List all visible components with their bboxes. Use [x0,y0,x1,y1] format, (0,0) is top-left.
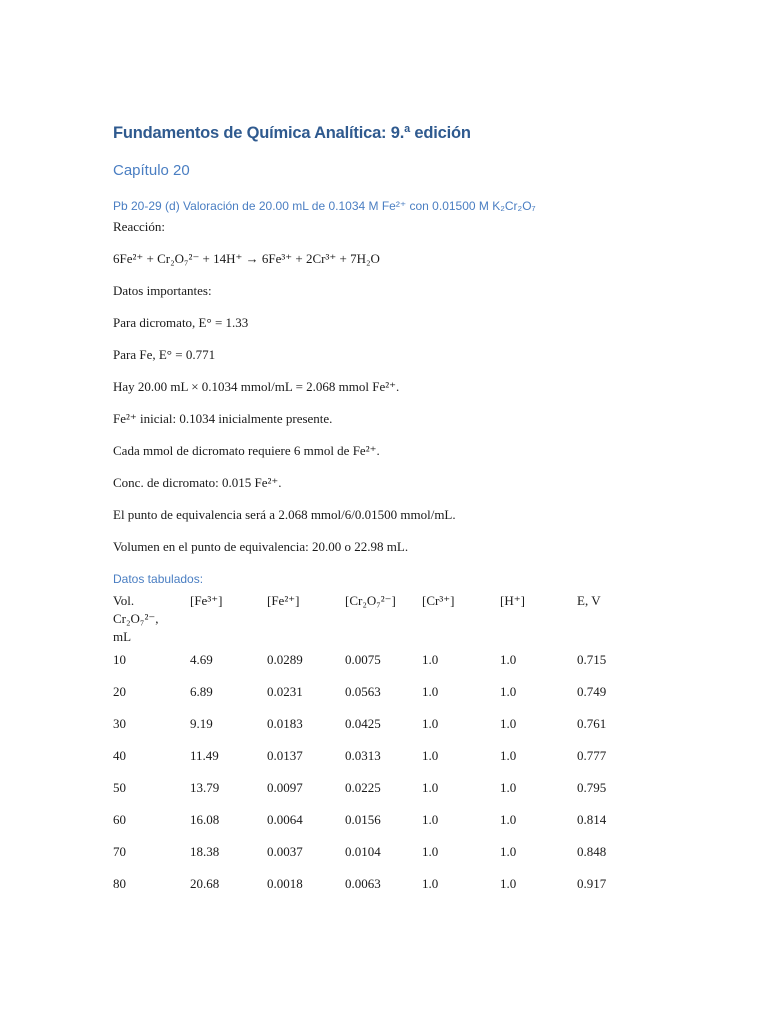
reaction-label: Reacción: [113,219,165,234]
iron-mmol-calc: Hay 20.00 mL × 0.1034 mmol/mL = 2.068 mmol Fe²⁺. [113,379,400,394]
dichromate-potential: Para dicromato, E° = 1.33 [113,315,249,330]
table-cell: 30 [113,716,126,731]
table-cell: 50 [113,780,126,795]
table-cell: 20 [113,684,126,699]
table-cell: 0.0104 [345,844,381,859]
equivalence-volume: Volumen en el punto de equivalencia: 20.00 o 22.98 mL. [113,539,409,554]
table-cell: 13.79 [190,780,220,795]
table-cell: 0.0156 [345,812,381,827]
table-cell: 1.0 [422,748,439,763]
table-row [113,650,633,682]
table-cell: 0.0018 [267,876,303,891]
table-cell: 1.0 [422,716,439,731]
table-cell: 0.0289 [267,652,303,667]
table-cell: 1.0 [422,780,439,795]
table-cell: 0.0231 [267,684,303,699]
table-cell: 0.0425 [345,716,381,731]
table-cell: 1.0 [500,876,517,891]
table-cell: 0.0063 [345,876,381,891]
header-fe2: [Fe²⁺] [267,593,300,608]
table-cell: 16.08 [190,812,220,827]
iron-initial: Fe²⁺ inicial: 0.1034 inicialmente presente. [113,411,333,426]
table-row [113,874,633,906]
table-cell: 18.38 [190,844,220,859]
table-cell: 4.69 [190,652,213,667]
important-data-label: Datos importantes: [113,283,212,298]
table-cell: 0.715 [577,652,607,667]
table-row [113,778,633,810]
table-cell: 1.0 [500,812,517,827]
table-cell: 1.0 [422,876,439,891]
stoichiometry-note: Cada mmol de dicromato requiere 6 mmol de Fe²⁺. [113,443,380,458]
table-cell: 1.0 [500,748,517,763]
header-fe3: [Fe³⁺] [190,593,223,608]
header-potential: E, V [577,593,601,608]
table-row [113,842,633,874]
table-cell: 10 [113,652,126,667]
table-cell: 0.0563 [345,684,381,699]
table-cell: 70 [113,844,126,859]
header-volume: Vol. Cr₂O₇²⁻, mL [113,593,159,644]
table-cell: 1.0 [422,684,439,699]
equivalence-point-calc: El punto de equivalencia será a 2.068 mmol/6/0.01500 mmol/mL. [113,507,456,522]
table-header [113,592,633,650]
tabulated-data-table [113,592,633,906]
table-cell: 0.0097 [267,780,303,795]
table-cell: 0.0064 [267,812,303,827]
table-body [113,650,633,906]
table-cell: 0.0313 [345,748,381,763]
table-cell: 20.68 [190,876,220,891]
table-cell: 0.0225 [345,780,381,795]
header-cr2o7: [Cr₂O₇²⁻] [345,593,396,608]
chapter-heading: Capítulo 20 [113,162,190,179]
dichromate-concentration: Conc. de dicromato: 0.015 Fe²⁺. [113,475,282,490]
table-cell: 1.0 [500,780,517,795]
header-h: [H⁺] [500,593,525,608]
reaction-equation: 6Fe²⁺ + Cr₂O₇²⁻ + 14H⁺ → 6Fe³⁺ + 2Cr³⁺ + 7H₂O [113,251,380,266]
table-cell: 1.0 [500,716,517,731]
table-cell: 0.795 [577,780,607,795]
table-cell: 40 [113,748,126,763]
table-cell: 60 [113,812,126,827]
table-cell: 0.749 [577,684,607,699]
table-row [113,810,633,842]
document-title: Fundamentos de Química Analítica: 9.ª edición [113,124,471,142]
table-cell: 0.917 [577,876,607,891]
table-cell: 1.0 [422,652,439,667]
tabulated-data-label: Datos tabulados: [113,572,204,586]
table-cell: 80 [113,876,126,891]
table-cell: 9.19 [190,716,213,731]
table-cell: 1.0 [422,812,439,827]
table-cell: 1.0 [500,844,517,859]
table-cell: 6.89 [190,684,213,699]
table-row [113,746,633,778]
table-cell: 1.0 [500,684,517,699]
table-row [113,682,633,714]
problem-heading: Pb 20-29 (d) Valoración de 20.00 mL de 0.1034 M Fe²⁺ con 0.01500 M K₂Cr₂O₇ [113,199,536,213]
table-cell: 0.761 [577,716,607,731]
table-cell: 11.49 [190,748,219,763]
table-cell: 0.0183 [267,716,303,731]
table-cell: 1.0 [422,844,439,859]
header-cr3: [Cr³⁺] [422,593,455,608]
table-cell: 0.814 [577,812,607,827]
table-row [113,714,633,746]
table-cell: 0.848 [577,844,607,859]
table-cell: 1.0 [500,652,517,667]
table-cell: 0.777 [577,748,607,763]
table-cell: 0.0037 [267,844,303,859]
iron-potential: Para Fe, E° = 0.771 [113,347,216,362]
table-cell: 0.0137 [267,748,303,763]
table-cell: 0.0075 [345,652,381,667]
